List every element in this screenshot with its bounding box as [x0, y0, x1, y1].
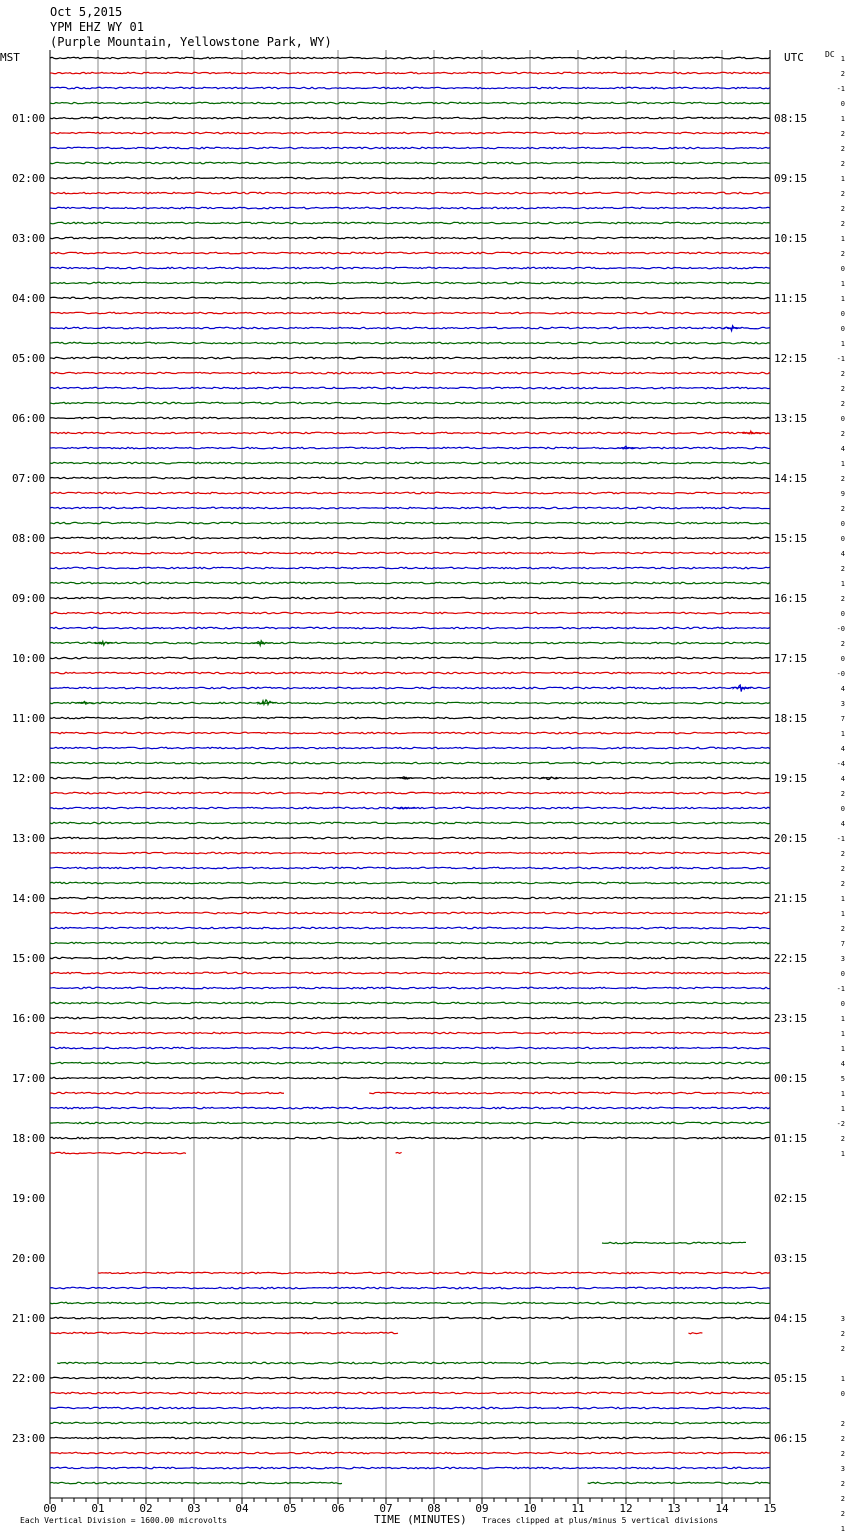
trace-33-segment-0	[50, 552, 770, 554]
dc-offset-label: 2	[840, 400, 845, 408]
mst-hour-label: 16:00	[12, 1012, 46, 1025]
utc-hour-label: 03:15	[774, 1252, 808, 1265]
dc-offset-label: 2	[840, 595, 845, 603]
trace-56-segment-0	[50, 897, 770, 899]
trace-3-segment-0	[50, 102, 770, 104]
trace-69-segment-0	[50, 1092, 284, 1094]
utc-hour-label: 23:15	[774, 1012, 808, 1025]
dc-offset-label: -1	[836, 355, 845, 363]
x-tick-label: 12	[619, 1502, 633, 1515]
trace-25-segment-0	[50, 432, 770, 434]
x-tick-label: 03	[187, 1502, 201, 1515]
trace-87-segment-0	[57, 1362, 769, 1364]
trace-39-segment-0	[50, 642, 770, 644]
mst-hour-label: 01:00	[12, 112, 46, 125]
x-tick-label: 13	[667, 1502, 681, 1515]
trace-43-segment-0	[50, 702, 770, 704]
trace-12-segment-0	[50, 237, 770, 239]
trace-57-segment-0	[50, 912, 770, 914]
utc-hour-label: 13:15	[774, 412, 808, 425]
trace-85-segment-1	[688, 1333, 702, 1334]
utc-hour-label: 00:15	[774, 1072, 808, 1085]
dc-offset-labels	[837, 55, 845, 1534]
dc-offset-label: 2	[840, 880, 845, 888]
utc-hour-label: 08:15	[774, 112, 808, 125]
mst-hour-label: 21:00	[12, 1312, 46, 1325]
dc-offset-label: 1	[840, 730, 845, 738]
dc-offset-label: 4	[840, 1060, 845, 1068]
dc-offset-label: 1	[840, 1150, 845, 1158]
trace-55-segment-0	[50, 882, 770, 884]
trace-18-segment-0	[50, 327, 770, 329]
dc-offset-label: -2	[836, 1120, 845, 1128]
trace-19-segment-0	[50, 342, 770, 344]
dc-offset-label: 0	[840, 265, 845, 273]
station-label: YPM EHZ WY 01	[50, 20, 144, 34]
trace-14-segment-0	[50, 267, 770, 269]
mst-hour-label: 15:00	[12, 952, 46, 965]
location-label: (Purple Mountain, Yellowstone Park, WY)	[50, 35, 332, 49]
dc-offset-label: 2	[840, 145, 845, 153]
dc-offset-label: 1	[840, 1525, 845, 1533]
dc-offset-label: 0	[840, 415, 845, 423]
utc-hour-label: 16:15	[774, 592, 808, 605]
trace-21-segment-0	[50, 372, 770, 374]
trace-73-segment-0	[50, 1152, 186, 1153]
trace-54-segment-0	[50, 867, 770, 869]
dc-offset-label: -4	[836, 760, 845, 768]
x-tick-label: 07	[379, 1502, 393, 1515]
dc-offset-label: 4	[840, 820, 845, 828]
mst-hour-label: 07:00	[12, 472, 46, 485]
trace-79-segment-0	[602, 1242, 746, 1244]
x-axis-title: TIME (MINUTES)	[374, 1513, 467, 1526]
mst-hour-label: 08:00	[12, 532, 46, 545]
dc-offset-label: 2	[840, 1435, 845, 1443]
dc-offset-label: 1	[840, 175, 845, 183]
x-tick-label: 00	[43, 1502, 57, 1515]
dc-offset-label: 1	[840, 910, 845, 918]
trace-20-segment-0	[50, 357, 770, 359]
trace-37-segment-0	[50, 612, 770, 614]
utc-hour-label: 12:15	[774, 352, 808, 365]
trace-35-segment-0	[50, 582, 770, 584]
dc-offset-label: 1	[840, 895, 845, 903]
trace-46-segment-0	[50, 747, 770, 749]
dc-offset-label: 1	[840, 1030, 845, 1038]
dc-offset-label: -1	[836, 85, 845, 93]
dc-offset-label: 2	[840, 250, 845, 258]
trace-70-segment-0	[50, 1107, 770, 1109]
trace-26-segment-0	[50, 447, 770, 449]
trace-15-segment-0	[50, 282, 770, 284]
mst-hour-label: 20:00	[12, 1252, 46, 1265]
dc-offset-label: 5	[840, 1075, 845, 1083]
dc-offset-label: -1	[836, 985, 845, 993]
dc-offset-label: 0	[840, 1390, 845, 1398]
trace-45-segment-0	[50, 732, 770, 734]
clip-note: Traces clipped at plus/minus 5 vertical divisions	[482, 1516, 719, 1525]
trace-34-segment-0	[50, 567, 770, 569]
trace-23-segment-0	[50, 402, 770, 404]
dc-offset-label: 1	[840, 115, 845, 123]
trace-6-segment-0	[50, 147, 770, 149]
dc-offset-label: 0	[840, 805, 845, 813]
dc-offset-label: 0	[840, 535, 845, 543]
mst-hour-label: 13:00	[12, 832, 46, 845]
dc-offset-label: 1	[840, 1015, 845, 1023]
dc-offset-label: 2	[840, 220, 845, 228]
dc-offset-label: 3	[840, 1465, 845, 1473]
mst-hour-label: 14:00	[12, 892, 46, 905]
dc-offset-label: 1	[840, 580, 845, 588]
dc-offset-label: 4	[840, 775, 845, 783]
dc-offset-label: 1	[840, 1045, 845, 1053]
dc-offset-label: 1	[840, 1375, 845, 1383]
dc-offset-label: 0	[840, 100, 845, 108]
event-burst-4	[253, 641, 271, 646]
utc-hour-label: 22:15	[774, 952, 808, 965]
utc-hour-label: 02:15	[774, 1192, 808, 1205]
trace-67-segment-0	[50, 1062, 770, 1064]
dc-offset-label: 0	[840, 970, 845, 978]
dc-offset-label: 2	[840, 790, 845, 798]
trace-38-segment-0	[50, 627, 770, 629]
dc-offset-label: 3	[840, 955, 845, 963]
trace-58-segment-0	[50, 927, 770, 929]
dc-offset-label: 2	[840, 190, 845, 198]
dc-offset-label: 2	[840, 205, 845, 213]
trace-68-segment-0	[50, 1077, 770, 1079]
utc-hour-label: 15:15	[774, 532, 808, 545]
trace-30-segment-0	[50, 507, 770, 509]
dc-offset-label: 2	[840, 1420, 845, 1428]
dc-offset-label: 0	[840, 520, 845, 528]
dc-offset-label: 2	[840, 640, 845, 648]
dc-offset-label: 2	[840, 130, 845, 138]
dc-offset-label: 1	[840, 1105, 845, 1113]
mst-hour-label: 11:00	[12, 712, 46, 725]
trace-0-segment-0	[50, 57, 770, 59]
trace-89-segment-0	[50, 1392, 770, 1394]
mst-hour-label: 09:00	[12, 592, 46, 605]
x-tick-label: 11	[571, 1502, 585, 1515]
trace-95-segment-0	[50, 1482, 342, 1484]
dc-offset-label: 2	[840, 850, 845, 858]
dc-offset-label: 0	[840, 325, 845, 333]
trace-84-segment-0	[50, 1317, 770, 1319]
utc-hour-label: 17:15	[774, 652, 808, 665]
trace-7-segment-0	[50, 162, 770, 164]
trace-52-segment-0	[50, 837, 770, 839]
trace-4-segment-0	[50, 117, 770, 119]
trace-69-segment-1	[369, 1092, 769, 1094]
utc-hour-label: 09:15	[774, 172, 808, 185]
trace-41-segment-0	[50, 672, 770, 674]
x-tick-label: 08	[427, 1502, 441, 1515]
trace-9-segment-0	[50, 192, 770, 194]
trace-1-segment-0	[50, 72, 770, 74]
utc-hour-label: 01:15	[774, 1132, 808, 1145]
dc-offset-label: 1	[840, 295, 845, 303]
mst-hour-label: 04:00	[12, 292, 46, 305]
dc-offset-label: 2	[840, 1510, 845, 1518]
trace-72-segment-0	[50, 1137, 770, 1139]
mst-hour-label: 23:00	[12, 1432, 46, 1445]
scale-note: Each Vertical Division = 1600.00 microvolts	[20, 1516, 228, 1525]
dc-offset-label: 2	[840, 70, 845, 78]
dc-offset-label: 0	[840, 655, 845, 663]
dc-offset-label: 0	[840, 610, 845, 618]
trace-92-segment-0	[50, 1437, 770, 1439]
dc-offset-label: 2	[840, 565, 845, 573]
trace-83-segment-0	[50, 1302, 770, 1304]
x-tick-label: 10	[523, 1502, 537, 1515]
x-tick-label: 09	[475, 1502, 489, 1515]
mst-hour-label: 05:00	[12, 352, 46, 365]
trace-90-segment-0	[50, 1407, 770, 1409]
dc-offset-label: 4	[840, 685, 845, 693]
seismic-traces	[50, 57, 770, 1484]
dc-offset-label: 2	[840, 1450, 845, 1458]
trace-31-segment-0	[50, 522, 770, 524]
trace-60-segment-0	[50, 957, 770, 959]
dc-offset-label: 1	[840, 1090, 845, 1098]
trace-32-segment-0	[50, 537, 770, 539]
dc-offset-label: 2	[840, 1345, 845, 1353]
trace-40-segment-0	[50, 657, 770, 659]
dc-offset-label: 2	[840, 475, 845, 483]
time-grid	[50, 50, 770, 1498]
x-tick-label: 05	[283, 1502, 297, 1515]
x-tick-label: 15	[763, 1502, 777, 1515]
trace-16-segment-0	[50, 297, 770, 299]
trace-13-segment-0	[50, 252, 770, 254]
dc-offset-label: 2	[840, 925, 845, 933]
trace-66-segment-0	[50, 1047, 770, 1049]
trace-44-segment-0	[50, 717, 770, 719]
mst-hour-label: 03:00	[12, 232, 46, 245]
trace-27-segment-0	[50, 462, 770, 464]
x-tick-label: 14	[715, 1502, 729, 1515]
trace-8-segment-0	[50, 177, 770, 179]
dc-offset-label: 4	[840, 445, 845, 453]
dc-offset-label: 2	[840, 865, 845, 873]
trace-36-segment-0	[50, 597, 770, 599]
trace-82-segment-0	[50, 1287, 770, 1289]
right-timezone-label: UTC	[784, 51, 804, 64]
dc-offset-label: 7	[840, 715, 845, 723]
dc-offset-label: 2	[840, 1135, 845, 1143]
mst-hour-label: 19:00	[12, 1192, 46, 1205]
trace-22-segment-0	[50, 387, 770, 389]
trace-17-segment-0	[50, 312, 770, 314]
x-tick-label: 02	[139, 1502, 153, 1515]
event-burst-0	[724, 326, 742, 331]
trace-47-segment-0	[50, 762, 770, 764]
dc-offset-label: 1	[840, 280, 845, 288]
utc-hour-label: 04:15	[774, 1312, 808, 1325]
dc-offset-label: 4	[840, 745, 845, 753]
trace-24-segment-0	[50, 417, 770, 419]
mst-hour-label: 18:00	[12, 1132, 46, 1145]
trace-53-segment-0	[50, 852, 770, 854]
trace-93-segment-0	[50, 1452, 770, 1454]
trace-91-segment-0	[50, 1422, 770, 1424]
dc-offset-label: 7	[840, 940, 845, 948]
trace-65-segment-0	[50, 1032, 770, 1034]
trace-28-segment-0	[50, 477, 770, 479]
dc-offset-label: 1	[840, 55, 845, 63]
dc-offset-label: 2	[840, 430, 845, 438]
mst-hour-label: 12:00	[12, 772, 46, 785]
trace-64-segment-0	[50, 1017, 770, 1019]
trace-88-segment-0	[50, 1377, 770, 1379]
trace-95-segment-1	[588, 1482, 770, 1484]
dc-offset-label: 1	[840, 460, 845, 468]
utc-hour-label: 20:15	[774, 832, 808, 845]
trace-29-segment-0	[50, 492, 770, 494]
mst-hour-label: 06:00	[12, 412, 46, 425]
mst-hour-label: 22:00	[12, 1372, 46, 1385]
dc-offset-label: 2	[840, 1480, 845, 1488]
date-label: Oct 5,2015	[50, 5, 123, 19]
mst-hour-label: 10:00	[12, 652, 46, 665]
mst-hour-label: 02:00	[12, 172, 46, 185]
dc-offset-label: -0	[836, 670, 845, 678]
trace-71-segment-0	[50, 1122, 770, 1124]
trace-59-segment-0	[50, 942, 770, 944]
utc-hour-label: 05:15	[774, 1372, 808, 1385]
utc-hour-label: 10:15	[774, 232, 808, 245]
dc-offset-label: 2	[840, 160, 845, 168]
dc-offset-label: 2	[840, 1330, 845, 1338]
utc-hour-label: 11:15	[774, 292, 808, 305]
dc-offset-label: 3	[840, 700, 845, 708]
dc-offset-label: 2	[840, 1495, 845, 1503]
dc-offset-label: 9	[840, 490, 845, 498]
dc-offset-label: 1	[840, 235, 845, 243]
trace-85-segment-0	[50, 1332, 398, 1334]
dc-offset-label: 2	[840, 385, 845, 393]
trace-2-segment-0	[50, 87, 770, 89]
trace-51-segment-0	[50, 822, 770, 824]
trace-42-segment-0	[50, 687, 770, 689]
trace-63-segment-0	[50, 1002, 770, 1004]
trace-73-segment-1	[396, 1152, 402, 1153]
dc-offset-label: 1	[840, 340, 845, 348]
utc-hour-label: 19:15	[774, 772, 808, 785]
dc-offset-label: 3	[840, 1315, 845, 1323]
trace-10-segment-0	[50, 207, 770, 209]
mst-hour-label: 17:00	[12, 1072, 46, 1085]
utc-hour-label: 06:15	[774, 1432, 808, 1445]
trace-94-segment-0	[50, 1467, 770, 1469]
dc-offset-label: 0	[840, 1000, 845, 1008]
x-tick-label: 04	[235, 1502, 249, 1515]
trace-62-segment-0	[50, 987, 770, 989]
trace-49-segment-0	[50, 792, 770, 794]
utc-hour-label: 21:15	[774, 892, 808, 905]
left-timezone-label: MST	[0, 51, 20, 64]
dc-offset-label: 2	[840, 505, 845, 513]
trace-5-segment-0	[50, 132, 770, 134]
dc-offset-label: 4	[840, 550, 845, 558]
dc-offset-label: -0	[836, 625, 845, 633]
x-tick-label: 06	[331, 1502, 345, 1515]
utc-hour-label: 18:15	[774, 712, 808, 725]
dc-offset-label: -1	[836, 835, 845, 843]
x-tick-label: 01	[91, 1502, 105, 1515]
trace-11-segment-0	[50, 222, 770, 224]
dc-offset-label: 0	[840, 310, 845, 318]
dc-header-label: DC	[825, 50, 835, 59]
utc-hour-label: 14:15	[774, 472, 808, 485]
trace-61-segment-0	[50, 972, 770, 974]
dc-offset-label: 2	[840, 370, 845, 378]
